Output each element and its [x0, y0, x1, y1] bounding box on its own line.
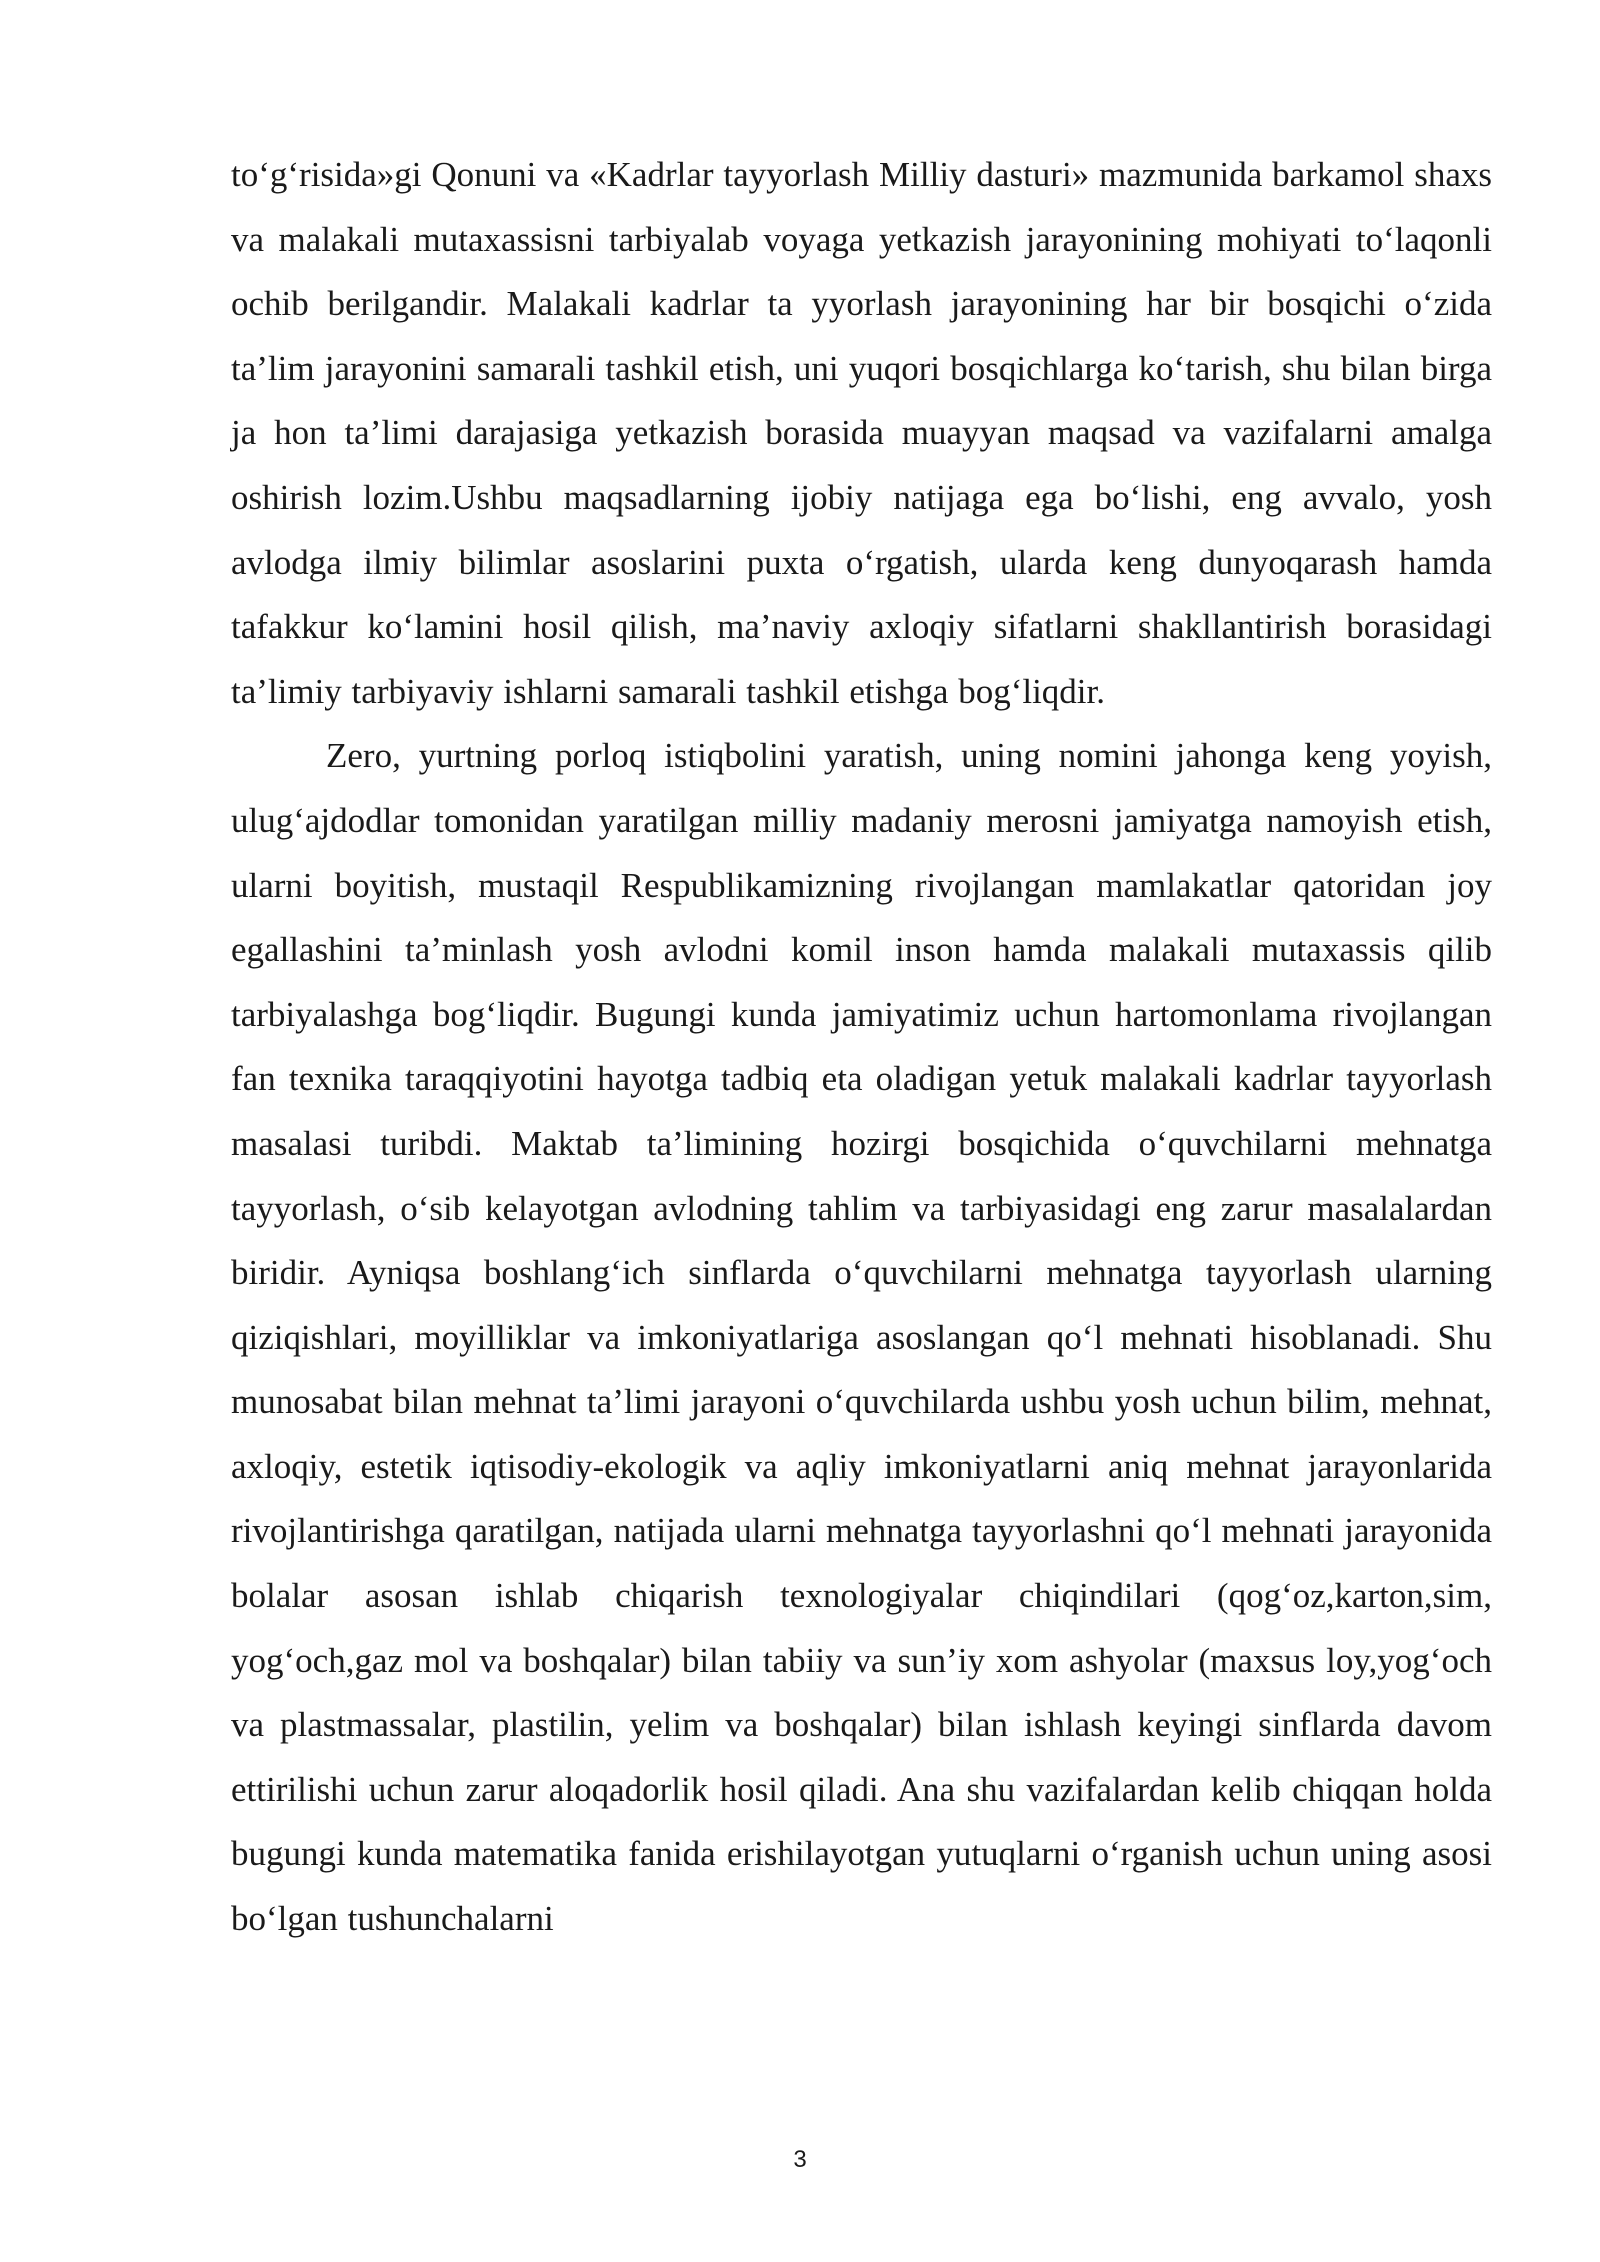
page-number: 3 — [793, 2146, 807, 2173]
paragraph-2: Zero, yurtning porloq istiqbolini yaratish, uning nomini jahonga keng yoyish, ulug‘ajdodlar tomonidan yaratilgan milliy madaniy merosni jamiyatga namoyish etish, ularni boyitish, mustaqil Respublikamizning rivojlangan mamlakatlar qatoridan joy egallashini ta’minlash yosh avlodni komil inson hamda malakali mutaxassis qilib tarbiyalashga bog‘liqdir. Bugungi kunda jamiyatimiz uchun hartomonlama rivojlangan fan texnika taraqqiyotini hayotga tadbiq eta oladigan yetuk malakali kadrlar tayyorlash masalasi turibdi. Maktab ta’limining hozirgi bosqichida o‘quvchilarni mehnatga tayyorlash, o‘sib kelayotgan avlodning tahlim va tarbiyasidagi eng zarur masalalardan biridir. Ayniqsa boshlang‘ich sinflarda o‘quvchilarni mehnatga tayyorlash ularning qiziqishlari, moyilliklar va imkoniyatlariga asoslangan qo‘l mehnati hisoblanadi. Shu munosabat bilan mehnat ta’limi jarayoni o‘quvchilarda ushbu yosh uchun bilim, mehnat, axloqiy, estetik iqtisodiy-ekologik va aqliy imkoniyatlarni aniq mehnat jarayonlarida rivojlantirishga qaratilgan, natijada ularni mehnatga tayyorlashni qo‘l mehnati jarayonida bolalar asosan ishlab chiqarish texnologiyalar chiqindilari (qog‘oz,karton,sim, yog‘och,gaz mol va boshqalar) bilan tabiiy va sun’iy xom ashyolar (maxsus loy,yog‘och va plastmassalar, plastilin, yelim va boshqalar) bilan ishlash keyingi sinflarda davom ettirilishi uchun zarur aloqadorlik hosil qiladi. Ana shu vazifalardan kelib chiqqan holda bugungi kunda matematika fanida erishilayotgan yutuqlarni o‘rganish uchun uning asosi bo‘lgan tushunchalarni — [231, 736, 1492, 1939]
paragraph-1: to‘g‘risida»gi Qonuni va «Kadrlar tayyorlash Milliy dasturi» mazmunida barkamol shaxs va malakali mutaxassisni tarbiyalab voyaga yetkazish jarayonining mohiyati to‘laqonli ochib berilgandir. Malakali kadrlar ta yyorlash jarayonining har bir bosqichi o‘zida ta’lim jarayonini samarali tashkil etish, uni yuqori bosqichlarga ko‘tarish, shu bilan birga ja hon ta’limi darajasiga yetkazish borasida muayyan maqsad va vazifalarni amalga oshirish lozim.Ushbu maqsadlarning ijobiy natijaga ega bo‘lishi, eng avvalo, yosh avlodga ilmiy bilimlar asoslarini puxta o‘rgatish, ularda keng dunyoqarash hamda tafakkur ko‘lamini hosil qilish, ma’naviy axloqiy sifatlarni shakllantirish borasidagi ta’limiy tarbiyaviy ishlarni samarali tashkil etishga bog‘liqdir. — [231, 155, 1492, 711]
body-text — [231, 143, 1492, 1952]
